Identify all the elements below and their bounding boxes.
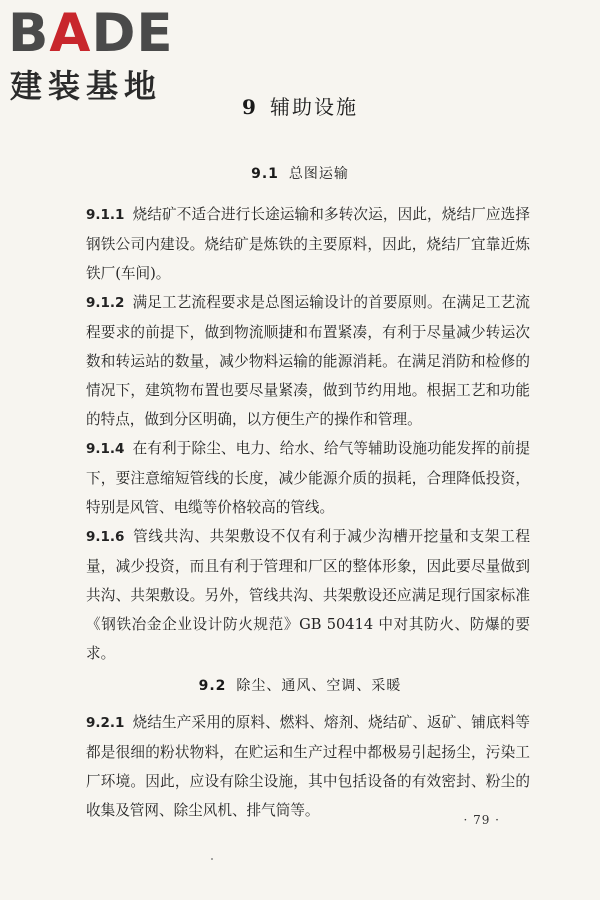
clause-text: 烧结矿不适合进行长途运输和多转次运，因此，烧结厂应选择钢铁公司内建设。烧结矿是炼铁的主要原料，因此，烧结厂宜靠近炼铁厂(车间)。 bbox=[86, 206, 530, 282]
clause-number: 9.1.4 bbox=[86, 441, 125, 457]
section-heading-9-1 bbox=[0, 162, 600, 186]
page-number: · 79 · bbox=[463, 813, 500, 827]
clause-number: 9.1.2 bbox=[86, 295, 125, 311]
section-title: 总图运输 bbox=[288, 166, 349, 182]
clause-9-1-1 bbox=[86, 200, 530, 288]
section-body-9-1 bbox=[86, 200, 530, 668]
chapter-title bbox=[0, 92, 600, 122]
clause-text: 满足工艺流程要求是总图运输设计的首要原则。在满足工艺流程要求的前提下，做到物流顺捷和布置紧凑，有利于尽量减少转运次数和转运站的数量，减少物料运输的能源消耗。在满足消防和检修的情况下，建筑物布置也要尽量紧凑，做到节约用地。根据工艺和功能的特点，做到分区明确，以方便生产的操作和管理。 bbox=[86, 294, 530, 428]
logo-wordmark bbox=[8, 3, 174, 64]
chapter-title-text: 辅助设施 bbox=[269, 95, 358, 119]
clause-9-1-6 bbox=[86, 522, 530, 668]
clause-9-1-4 bbox=[86, 434, 530, 522]
clause-text: 烧结生产采用的原料、燃料、熔剂、烧结矿、返矿、铺底料等都是很细的粉状物料，在贮运和生产过程中都极易引起扬尘，污染工厂环境。因此，应设有除尘设施，其中包括设备的有效密封、粉尘的收集及管网、除尘风机、排气筒等。 bbox=[86, 714, 530, 819]
clause-number: 9.1.6 bbox=[86, 529, 125, 545]
clause-number: 9.1.1 bbox=[86, 207, 125, 223]
chapter-number: 9 bbox=[242, 95, 258, 119]
section-number: 9.1 bbox=[251, 166, 279, 182]
section-title: 除尘、通风、空调、采暖 bbox=[236, 678, 402, 694]
clause-number: 9.2.1 bbox=[86, 715, 125, 731]
section-body-9-2 bbox=[86, 708, 530, 825]
clause-text: 在有利于除尘、电力、给水、给气等辅助设施功能发挥的前提下，要注意缩短管线的长度，减少能源介质的损耗，合理降低投资，特别是风管、电缆等价格较高的管线。 bbox=[86, 440, 530, 516]
section-number: 9.2 bbox=[198, 678, 227, 694]
clause-9-2-1 bbox=[86, 708, 530, 825]
clause-text: 管线共沟、共架敷设不仅有利于减少沟槽开挖量和支架工程量，减少投资，而且有利于管理和厂区的整体形象，因此要尽量做到共沟、共架敷设。另外，管线共沟、共架敷设还应满足现行国家标准《钢铁冶金企业设计防火规范》GB 50414 中对其防火、防爆的要求。 bbox=[86, 528, 530, 662]
scan-speck bbox=[211, 858, 213, 860]
logo-letters-de: DE bbox=[91, 3, 174, 64]
section-heading-9-2 bbox=[0, 674, 600, 698]
clause-9-1-2 bbox=[86, 288, 530, 434]
logo-letter-b: B bbox=[8, 3, 50, 64]
watermark-logo bbox=[8, 3, 178, 106]
logo-subtitle: 建装基地 bbox=[10, 67, 163, 105]
logo-letter-a: A bbox=[49, 3, 92, 64]
